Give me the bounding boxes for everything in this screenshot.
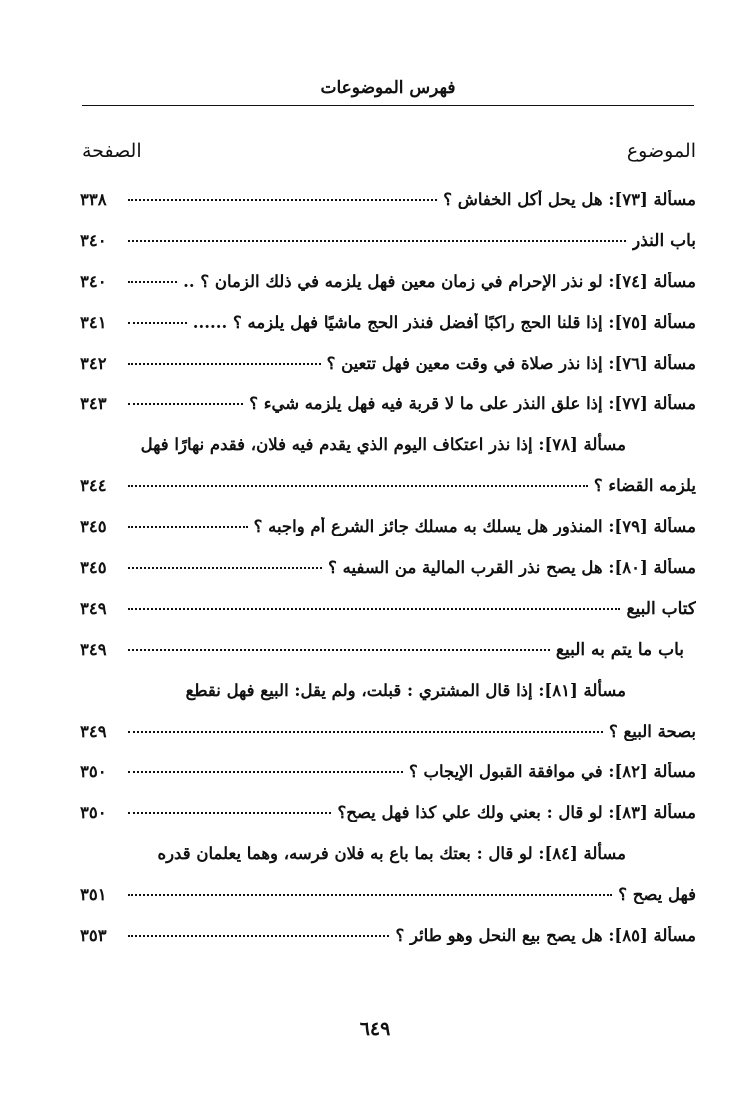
dot-leader bbox=[128, 771, 403, 773]
entry-title: مسألة [٧٤]: لو نذر الإحرام في زمان معين فهل يلزمه في ذلك الزمان ؟ .. bbox=[183, 271, 696, 291]
entry-title: مسألة [٧٩]: المنذور هل يسلك به مسلك جائز الشرع أم واجبه ؟ bbox=[253, 517, 696, 537]
index-entry bbox=[80, 309, 696, 350]
index-entry bbox=[80, 636, 696, 677]
entry-title: مسألة [٨٣]: لو قال : بعني ولك علي كذا فهل يصح؟ bbox=[337, 803, 696, 823]
index-entry bbox=[80, 513, 696, 554]
dot-leader bbox=[128, 363, 321, 365]
dot-leader bbox=[128, 240, 626, 242]
index-entry bbox=[80, 922, 696, 963]
entry-title: كتاب البيع bbox=[626, 598, 696, 619]
index-entry bbox=[80, 881, 696, 922]
page-column-header: الصفحة bbox=[82, 140, 142, 162]
entry-title: فهل يصح ؟ bbox=[618, 885, 696, 905]
entry-page: ٣٥٠ bbox=[80, 762, 107, 782]
dot-leader bbox=[128, 526, 248, 528]
entry-title: مسألة [٨٠]: هل يصح نذر القرب المالية من السفيه ؟ bbox=[328, 558, 696, 578]
index-entry bbox=[80, 595, 696, 636]
entry-title: يلزمه القضاء ؟ bbox=[593, 476, 696, 496]
entry-page: ٣٤٠ bbox=[80, 230, 107, 250]
dot-leader bbox=[128, 935, 389, 937]
entry-page: ٣٤٩ bbox=[80, 721, 107, 741]
entry-title: مسألة [٨٤]: لو قال : بعتك بما باع به فلان فرسه، وهما يعلمان قدره bbox=[157, 844, 626, 864]
entry-title: باب ما يتم به البيع bbox=[555, 639, 684, 660]
entry-title: مسألة [٧٣]: هل يحل أكل الخفاش ؟ bbox=[443, 190, 696, 209]
dot-leader bbox=[128, 608, 620, 610]
dot-leader bbox=[128, 485, 588, 487]
entry-title: مسألة [٧٨]: إذا نذر اعتكاف اليوم الذي يقدم فيه فلان، فقدم نهارًا فهل bbox=[140, 435, 626, 455]
entry-page: ٣٥٣ bbox=[80, 926, 107, 946]
entry-page: ٣٤٩ bbox=[80, 639, 107, 659]
header-rule bbox=[82, 105, 694, 106]
entry-page: ٣٥١ bbox=[80, 885, 107, 905]
dot-leader bbox=[128, 812, 331, 814]
entry-page: ٣٤١ bbox=[80, 312, 107, 332]
topic-column-header: الموضوع bbox=[626, 140, 696, 162]
entry-page: ٣٤٣ bbox=[80, 394, 107, 414]
entry-page: ٣٥٠ bbox=[80, 803, 107, 823]
dot-leader bbox=[128, 199, 437, 201]
dot-leader bbox=[128, 567, 322, 569]
entry-page: ٣٣٨ bbox=[80, 190, 107, 209]
index-entry bbox=[80, 799, 696, 840]
entry-title: مسألة [٨١]: إذا قال المشتري : قبلت، ولم يقل: البيع فهل نقطع bbox=[185, 680, 626, 700]
index-entry bbox=[80, 431, 696, 472]
dot-leader bbox=[128, 322, 187, 324]
index-entry bbox=[80, 472, 696, 513]
entry-page: ٣٤٤ bbox=[80, 476, 107, 496]
running-head: فهرس الموضوعات bbox=[320, 78, 456, 98]
entry-title: مسألة [٨٢]: في موافقة القبول الإيجاب ؟ bbox=[408, 762, 696, 782]
index-entry bbox=[80, 350, 696, 391]
entry-title: مسألة [٧٦]: إذا نذر صلاة في وقت معين فهل تتعين ؟ bbox=[326, 353, 696, 373]
entry-page: ٣٤٩ bbox=[80, 598, 107, 618]
entry-title: مسألة [٧٥]: إذا قلنا الحج راكبًا أفضل فنذر الحج ماشيًا فهل يلزمه ؟ ...... bbox=[192, 312, 696, 332]
entry-page: ٣٤٢ bbox=[80, 353, 107, 373]
index-entry bbox=[80, 186, 696, 227]
dot-leader bbox=[128, 731, 603, 733]
index-entries bbox=[80, 186, 696, 963]
index-entry bbox=[80, 840, 696, 881]
index-entry bbox=[80, 718, 696, 759]
index-entry bbox=[80, 677, 696, 718]
index-entry bbox=[80, 268, 696, 309]
entry-title: مسألة [٨٥]: هل يصح بيع النحل وهو طائر ؟ bbox=[395, 926, 696, 946]
index-entry bbox=[80, 758, 696, 799]
dot-leader bbox=[128, 894, 612, 896]
dot-leader bbox=[128, 281, 177, 283]
entry-page: ٣٤٥ bbox=[80, 558, 107, 578]
index-entry bbox=[80, 390, 696, 431]
dot-leader bbox=[128, 649, 550, 651]
entry-title: مسألة [٧٧]: إذا علق النذر على ما لا قربة فيه فهل يلزمه شيء ؟ bbox=[249, 394, 696, 414]
entry-title: بصحة البيع ؟ bbox=[609, 721, 696, 741]
page-number: ٦٤٩ bbox=[359, 1018, 391, 1040]
entry-title: باب النذر bbox=[632, 230, 696, 251]
entry-page: ٣٤٠ bbox=[80, 271, 107, 291]
dot-leader bbox=[128, 403, 243, 405]
index-entry bbox=[80, 227, 696, 268]
column-headers bbox=[82, 140, 696, 174]
index-entry bbox=[80, 554, 696, 595]
entry-page: ٣٤٥ bbox=[80, 517, 107, 537]
